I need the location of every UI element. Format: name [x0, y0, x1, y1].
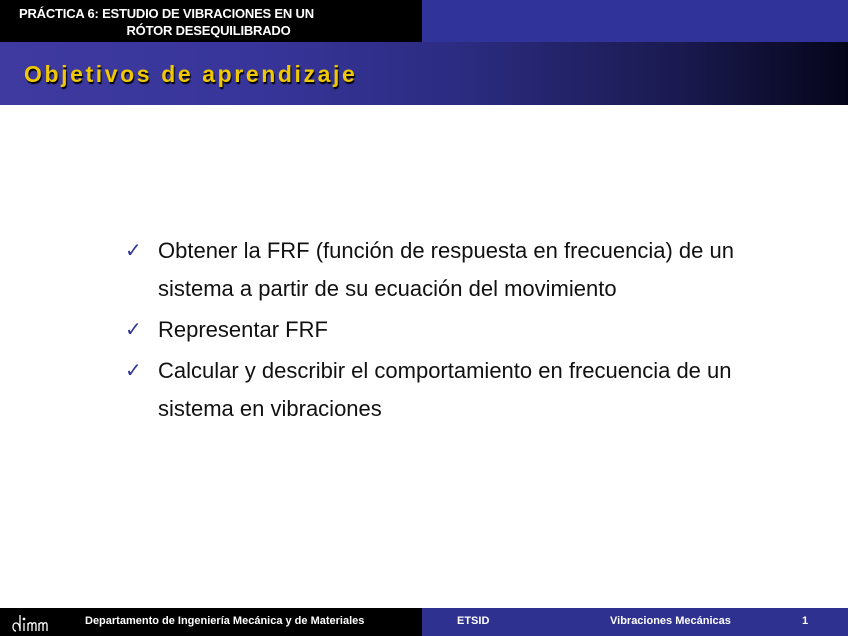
footer-course: Vibraciones Mecánicas: [610, 615, 731, 627]
list-item: [125, 352, 765, 428]
objectives-list: [125, 232, 765, 431]
check-icon: ✓: [125, 319, 142, 341]
footer-page-number: 1: [802, 615, 809, 627]
check-icon: ✓: [125, 360, 142, 382]
section-title: Objetivos de aprendizaje: [24, 61, 358, 87]
practice-title-box: [0, 0, 422, 42]
check-icon: ✓: [125, 240, 142, 262]
footer-bar: [0, 608, 848, 636]
list-item-text: Representar FRF: [158, 317, 328, 342]
footer-school: ETSID: [457, 615, 490, 627]
list-item: [125, 311, 765, 349]
list-item: [125, 232, 765, 308]
list-item-text: Obtener la FRF (función de respuesta en frecuencia) de un sistema a partir de su ecuación del movimiento: [158, 238, 734, 301]
footer-department: Departamento de Ingeniería Mecánica y de Materiales: [85, 615, 365, 627]
header-top-bar: [0, 0, 848, 42]
practice-title-line1: PRÁCTICA 6: ESTUDIO DE VIBRACIONES EN UN: [19, 6, 314, 21]
dimm-logo-icon: [10, 611, 50, 633]
section-header-bar: [0, 42, 848, 105]
list-item-text: Calcular y describir el comportamiento en frecuencia de un sistema en vibraciones: [158, 358, 732, 421]
practice-title-line2: RÓTOR DESEQUILIBRADO: [126, 23, 291, 38]
